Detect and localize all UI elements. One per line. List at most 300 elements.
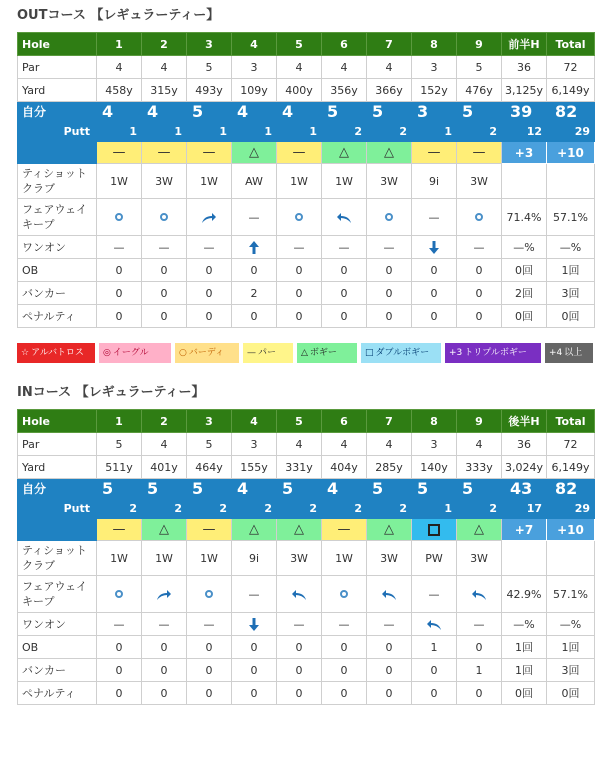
- penalty-cell: 0: [97, 682, 142, 705]
- par-cell: 4: [142, 56, 187, 79]
- legend-par: [243, 343, 293, 363]
- tee-club-cell: 3W: [367, 164, 412, 199]
- arrow-right-icon: [156, 588, 172, 601]
- one-on-cell: —: [457, 236, 502, 259]
- tee-club-cell: PW: [412, 541, 457, 576]
- bunker-cell: 0: [277, 282, 322, 305]
- par-subtotal: 36: [502, 433, 547, 456]
- yard-cell: 331y: [277, 456, 322, 479]
- result-par: —: [142, 142, 187, 164]
- hole-number: 2: [142, 33, 187, 56]
- putt-cell: 2: [232, 499, 277, 519]
- one-on-row: [18, 613, 595, 636]
- hole-number: 4: [232, 410, 277, 433]
- one-on-cell: —: [142, 613, 187, 636]
- one-on-cell: —: [367, 236, 412, 259]
- stroke-cell: 5: [412, 479, 457, 499]
- one-on-cell: —: [97, 236, 142, 259]
- tee-club-cell: 3W: [457, 164, 502, 199]
- result-bogey: △: [232, 142, 277, 164]
- legend-bir: [175, 343, 239, 363]
- putt-cell: 2: [322, 499, 367, 519]
- hole-label: Hole: [18, 410, 97, 433]
- fairway-keep-cell: [277, 576, 322, 613]
- bunker-cell: 0: [97, 282, 142, 305]
- fairway-keep-cell: [97, 576, 142, 613]
- result-par: —: [97, 142, 142, 164]
- result-total: +10: [547, 142, 595, 164]
- result-par: —: [412, 142, 457, 164]
- par-cell: 4: [277, 56, 322, 79]
- hole-number: 5: [277, 33, 322, 56]
- yard-row: [18, 79, 595, 102]
- fairway-keep-cell: [142, 199, 187, 236]
- arrow-left-icon: [336, 211, 352, 224]
- hole-number: 9: [457, 410, 502, 433]
- result-par: —: [322, 519, 367, 541]
- one-on-row: [18, 236, 595, 259]
- result-bogey: △: [277, 519, 322, 541]
- hole-number: 3: [187, 410, 232, 433]
- circle-icon: [160, 213, 168, 221]
- stroke-cell: 3: [412, 102, 457, 122]
- result-bogey: △: [142, 519, 187, 541]
- yard-label: Yard: [18, 456, 97, 479]
- par-cell: 4: [457, 433, 502, 456]
- tee-club-cell: 3W: [142, 164, 187, 199]
- arrow-down-icon: [249, 617, 259, 630]
- par-cell: 5: [457, 56, 502, 79]
- tee-club-cell: 1W: [187, 541, 232, 576]
- legend-4p: [545, 343, 593, 363]
- fairway-keep-cell: [367, 576, 412, 613]
- one-on-cell: —: [142, 236, 187, 259]
- bunker-total: 3回: [547, 282, 595, 305]
- ob-subtotal: 1回: [502, 636, 547, 659]
- bunker-row: [18, 282, 595, 305]
- ob-cell: 0: [367, 259, 412, 282]
- fairway-keep-cell: [322, 199, 367, 236]
- penalty-cell: 0: [142, 305, 187, 328]
- par-cell: 4: [322, 433, 367, 456]
- penalty-cell: 0: [367, 682, 412, 705]
- circle-icon: [385, 213, 393, 221]
- tee-club-subtotal: [502, 164, 547, 199]
- hole-number: 4: [232, 33, 277, 56]
- tee-club-label: ティショット クラブ: [18, 541, 97, 576]
- par-subtotal: 36: [502, 56, 547, 79]
- result-bogey: △: [367, 142, 412, 164]
- tee-club-cell: 3W: [367, 541, 412, 576]
- yard-cell: 476y: [457, 79, 502, 102]
- tee-club-cell: 9i: [412, 164, 457, 199]
- penalty-label: ペナルティ: [18, 305, 97, 328]
- hole-number: 7: [367, 33, 412, 56]
- penalty-cell: 0: [187, 682, 232, 705]
- penalty-row: [18, 682, 595, 705]
- stroke-row: [18, 479, 595, 499]
- tee-club-cell: 1W: [97, 541, 142, 576]
- penalty-total: 0回: [547, 682, 595, 705]
- ob-total: 1回: [547, 259, 595, 282]
- one-on-total: —%: [547, 236, 595, 259]
- legend-alb-icon: ☆: [21, 348, 30, 358]
- out-course-title: OUTコース 【レギュラーティー】: [17, 8, 220, 23]
- total-label: Total: [547, 410, 595, 433]
- ob-cell: 0: [457, 259, 502, 282]
- putt-cell: 2: [367, 122, 412, 142]
- yard-cell: 511y: [97, 456, 142, 479]
- one-on-cell: —: [187, 613, 232, 636]
- fairway-keep-subtotal: 42.9%: [502, 576, 547, 613]
- putt-cell: 2: [277, 499, 322, 519]
- stroke-total: 82: [547, 102, 595, 122]
- one-on-subtotal: —%: [502, 236, 547, 259]
- hole-number: 3: [187, 33, 232, 56]
- putt-cell: 1: [142, 122, 187, 142]
- legend-4p-label: 以上: [564, 348, 583, 358]
- fairway-keep-total: 57.1%: [547, 576, 595, 613]
- result-par: —: [187, 142, 232, 164]
- one-on-label: ワンオン: [18, 236, 97, 259]
- par-row: [18, 433, 595, 456]
- result-row: [18, 519, 595, 541]
- ob-cell: 1: [412, 636, 457, 659]
- yard-cell: 493y: [187, 79, 232, 102]
- par-cell: 4: [367, 56, 412, 79]
- ob-cell: 0: [97, 259, 142, 282]
- hole-number: 6: [322, 410, 367, 433]
- par-cell: 3: [412, 56, 457, 79]
- legend-4p-icon: +4: [549, 348, 563, 358]
- putt-cell: 1: [277, 122, 322, 142]
- bunker-cell: 0: [322, 659, 367, 682]
- stroke-cell: 5: [457, 102, 502, 122]
- tee-club-cell: 3W: [277, 541, 322, 576]
- one-on-cell: —: [367, 613, 412, 636]
- stroke-cell: 4: [232, 102, 277, 122]
- par-cell: 4: [97, 56, 142, 79]
- fairway-keep-cell: [457, 576, 502, 613]
- legend-eag-icon: ◎: [103, 348, 111, 358]
- yard-cell: 458y: [97, 79, 142, 102]
- yard-cell: 366y: [367, 79, 412, 102]
- putt-cell: 2: [457, 122, 502, 142]
- hole-number: 8: [412, 33, 457, 56]
- legend-dbl-icon: □: [365, 348, 374, 358]
- ob-cell: 0: [412, 259, 457, 282]
- stroke-cell: 5: [277, 479, 322, 499]
- one-on-cell: —: [97, 613, 142, 636]
- legend-trp: [445, 343, 541, 363]
- ob-subtotal: 0回: [502, 259, 547, 282]
- tee-club-total: [547, 164, 595, 199]
- legend-dbl-label: ダブルボギー: [375, 348, 430, 358]
- one-on-cell: [412, 236, 457, 259]
- stroke-cell: 5: [142, 479, 187, 499]
- one-on-cell: —: [322, 236, 367, 259]
- stroke-cell: 4: [142, 102, 187, 122]
- par-total: 72: [547, 433, 595, 456]
- penalty-cell: 0: [412, 682, 457, 705]
- penalty-cell: 0: [277, 682, 322, 705]
- bunker-total: 3回: [547, 659, 595, 682]
- fairway-keep-cell: [322, 576, 367, 613]
- fairway-keep-cell: —: [412, 199, 457, 236]
- tee-club-label: ティショット クラブ: [18, 164, 97, 199]
- one-on-cell: —: [457, 613, 502, 636]
- hole-number: 2: [142, 410, 187, 433]
- legend-trp-icon: +3: [449, 348, 463, 358]
- ob-cell: 0: [142, 259, 187, 282]
- yard-label: Yard: [18, 79, 97, 102]
- result-bogey: △: [367, 519, 412, 541]
- bunker-cell: 1: [457, 659, 502, 682]
- hole-number: 8: [412, 410, 457, 433]
- stroke-cell: 5: [457, 479, 502, 499]
- in-course-title: INコース 【レギュラーティー】: [17, 385, 205, 400]
- bunker-cell: 2: [232, 282, 277, 305]
- par-cell: 3: [232, 56, 277, 79]
- result-par: —: [97, 519, 142, 541]
- par-total: 72: [547, 56, 595, 79]
- tee-club-total: [547, 541, 595, 576]
- ob-label: OB: [18, 636, 97, 659]
- bunker-cell: 0: [457, 282, 502, 305]
- fairway-keep-cell: —: [232, 199, 277, 236]
- stroke-cell: 4: [97, 102, 142, 122]
- hole-number: 6: [322, 33, 367, 56]
- putt-total: 29: [547, 499, 595, 519]
- yard-cell: 109y: [232, 79, 277, 102]
- putt-cell: 1: [412, 122, 457, 142]
- stroke-cell: 5: [367, 102, 412, 122]
- yard-row: [18, 456, 595, 479]
- fairway-keep-subtotal: 71.4%: [502, 199, 547, 236]
- stroke-cell: 5: [187, 479, 232, 499]
- ob-cell: 0: [322, 636, 367, 659]
- legend-eag: [99, 343, 171, 363]
- penalty-cell: 0: [412, 305, 457, 328]
- total-label: Total: [547, 33, 595, 56]
- par-cell: 4: [277, 433, 322, 456]
- penalty-cell: 0: [322, 682, 367, 705]
- fairway-keep-total: 57.1%: [547, 199, 595, 236]
- putt-cell: 1: [97, 122, 142, 142]
- stroke-cell: 5: [367, 479, 412, 499]
- ob-cell: 0: [277, 259, 322, 282]
- putt-cell: 1: [187, 122, 232, 142]
- penalty-cell: 0: [277, 305, 322, 328]
- half-label: 後半H: [502, 410, 547, 433]
- ob-cell: 0: [187, 259, 232, 282]
- one-on-cell: [232, 236, 277, 259]
- penalty-cell: 0: [457, 305, 502, 328]
- ob-total: 1回: [547, 636, 595, 659]
- tee-club-cell: 3W: [457, 541, 502, 576]
- tee-club-subtotal: [502, 541, 547, 576]
- par-cell: 3: [232, 433, 277, 456]
- player-label: 自分: [18, 479, 97, 499]
- fairway-keep-row: [18, 199, 595, 236]
- penalty-cell: 0: [142, 682, 187, 705]
- legend-bog: [297, 343, 357, 363]
- bunker-subtotal: 2回: [502, 282, 547, 305]
- stroke-cell: 4: [232, 479, 277, 499]
- tee-club-cell: 1W: [187, 164, 232, 199]
- ob-cell: 0: [322, 259, 367, 282]
- circle-icon: [295, 213, 303, 221]
- tee-club-cell: 1W: [322, 541, 367, 576]
- arrow-down-icon: [429, 240, 439, 253]
- penalty-cell: 0: [97, 305, 142, 328]
- ob-cell: 0: [187, 636, 232, 659]
- double-bogey-icon: [428, 524, 440, 536]
- one-on-cell: —: [277, 236, 322, 259]
- putt-cell: 2: [367, 499, 412, 519]
- par-cell: 4: [142, 433, 187, 456]
- one-on-subtotal: —%: [502, 613, 547, 636]
- hole-number: 1: [97, 33, 142, 56]
- result-row: [18, 142, 595, 164]
- putt-cell: 2: [97, 499, 142, 519]
- bunker-cell: 0: [97, 659, 142, 682]
- result-label-cell: [18, 142, 97, 164]
- penalty-cell: 0: [367, 305, 412, 328]
- fairway-keep-cell: [277, 199, 322, 236]
- hole-number: 7: [367, 410, 412, 433]
- bunker-cell: 0: [142, 282, 187, 305]
- legend-alb-label: アルバトロス: [31, 348, 84, 358]
- ob-row: [18, 259, 595, 282]
- par-row: [18, 56, 595, 79]
- one-on-cell: —: [277, 613, 322, 636]
- bunker-cell: 0: [142, 659, 187, 682]
- fairway-keep-cell: —: [412, 576, 457, 613]
- circle-icon: [115, 213, 123, 221]
- arrow-left-icon: [471, 588, 487, 601]
- stroke-cell: 5: [187, 102, 232, 122]
- stroke-subtotal: 43: [502, 479, 547, 499]
- tee-club-cell: 1W: [142, 541, 187, 576]
- putt-label: Putt: [18, 499, 97, 519]
- fairway-keep-cell: [457, 199, 502, 236]
- penalty-label: ペナルティ: [18, 682, 97, 705]
- tee-club-cell: AW: [232, 164, 277, 199]
- arrow-left-icon: [381, 588, 397, 601]
- penalty-cell: 0: [187, 305, 232, 328]
- tee-club-cell: 1W: [277, 164, 322, 199]
- result-double: [412, 519, 457, 541]
- ob-row: [18, 636, 595, 659]
- putt-cell: 2: [142, 499, 187, 519]
- fairway-keep-cell: —: [232, 576, 277, 613]
- hole-number: 9: [457, 33, 502, 56]
- yard-cell: 404y: [322, 456, 367, 479]
- fairway-keep-row: [18, 576, 595, 613]
- circle-icon: [340, 590, 348, 598]
- stroke-cell: 5: [97, 479, 142, 499]
- hole-header-row: [18, 410, 595, 433]
- legend-eag-label: イーグル: [112, 348, 149, 358]
- one-on-cell: [232, 613, 277, 636]
- bunker-label: バンカー: [18, 659, 97, 682]
- one-on-cell: [412, 613, 457, 636]
- hole-number: 5: [277, 410, 322, 433]
- putt-cell: 2: [322, 122, 367, 142]
- penalty-cell: 0: [232, 682, 277, 705]
- stroke-row: [18, 102, 595, 122]
- putt-row: [18, 122, 595, 142]
- tee-club-cell: 1W: [322, 164, 367, 199]
- one-on-label: ワンオン: [18, 613, 97, 636]
- bunker-cell: 0: [187, 659, 232, 682]
- arrow-left-icon: [291, 588, 307, 601]
- yard-total: 6,149y: [547, 456, 595, 479]
- result-par: —: [457, 142, 502, 164]
- bunker-label: バンカー: [18, 282, 97, 305]
- ob-cell: 0: [97, 636, 142, 659]
- result-par: —: [187, 519, 232, 541]
- bunker-cell: 0: [367, 282, 412, 305]
- putt-cell: 1: [232, 122, 277, 142]
- bunker-cell: 0: [187, 282, 232, 305]
- yard-cell: 140y: [412, 456, 457, 479]
- fairway-keep-cell: [142, 576, 187, 613]
- penalty-row: [18, 305, 595, 328]
- half-label: 前半H: [502, 33, 547, 56]
- legend-bog-label: ボギー: [309, 348, 337, 358]
- fairway-keep-cell: [187, 199, 232, 236]
- yard-cell: 315y: [142, 79, 187, 102]
- yard-subtotal: 3,125y: [502, 79, 547, 102]
- hole-label: Hole: [18, 33, 97, 56]
- fairway-keep-cell: [187, 576, 232, 613]
- fairway-keep-cell: [97, 199, 142, 236]
- legend-bir-label: バーディ: [188, 348, 225, 358]
- circle-icon: [475, 213, 483, 221]
- putt-cell: 2: [187, 499, 232, 519]
- bunker-cell: 0: [232, 659, 277, 682]
- ob-cell: 0: [232, 636, 277, 659]
- legend-par-label: パー: [258, 348, 277, 358]
- ob-cell: 0: [232, 259, 277, 282]
- arrow-left-icon: [426, 618, 442, 631]
- yard-cell: 152y: [412, 79, 457, 102]
- one-on-cell: —: [322, 613, 367, 636]
- legend-par-icon: —: [247, 348, 256, 358]
- circle-icon: [205, 590, 213, 598]
- ob-cell: 0: [457, 636, 502, 659]
- stroke-subtotal: 39: [502, 102, 547, 122]
- putt-total: 29: [547, 122, 595, 142]
- tee-club-row: [18, 164, 595, 199]
- ob-cell: 0: [367, 636, 412, 659]
- yard-cell: 155y: [232, 456, 277, 479]
- putt-subtotal: 17: [502, 499, 547, 519]
- tee-club-cell: 9i: [232, 541, 277, 576]
- yard-total: 6,149y: [547, 79, 595, 102]
- penalty-cell: 0: [457, 682, 502, 705]
- par-cell: 3: [412, 433, 457, 456]
- par-label: Par: [18, 56, 97, 79]
- stroke-cell: 4: [277, 102, 322, 122]
- bunker-cell: 0: [367, 659, 412, 682]
- result-par: —: [277, 142, 322, 164]
- stroke-total: 82: [547, 479, 595, 499]
- ob-label: OB: [18, 259, 97, 282]
- ob-cell: 0: [142, 636, 187, 659]
